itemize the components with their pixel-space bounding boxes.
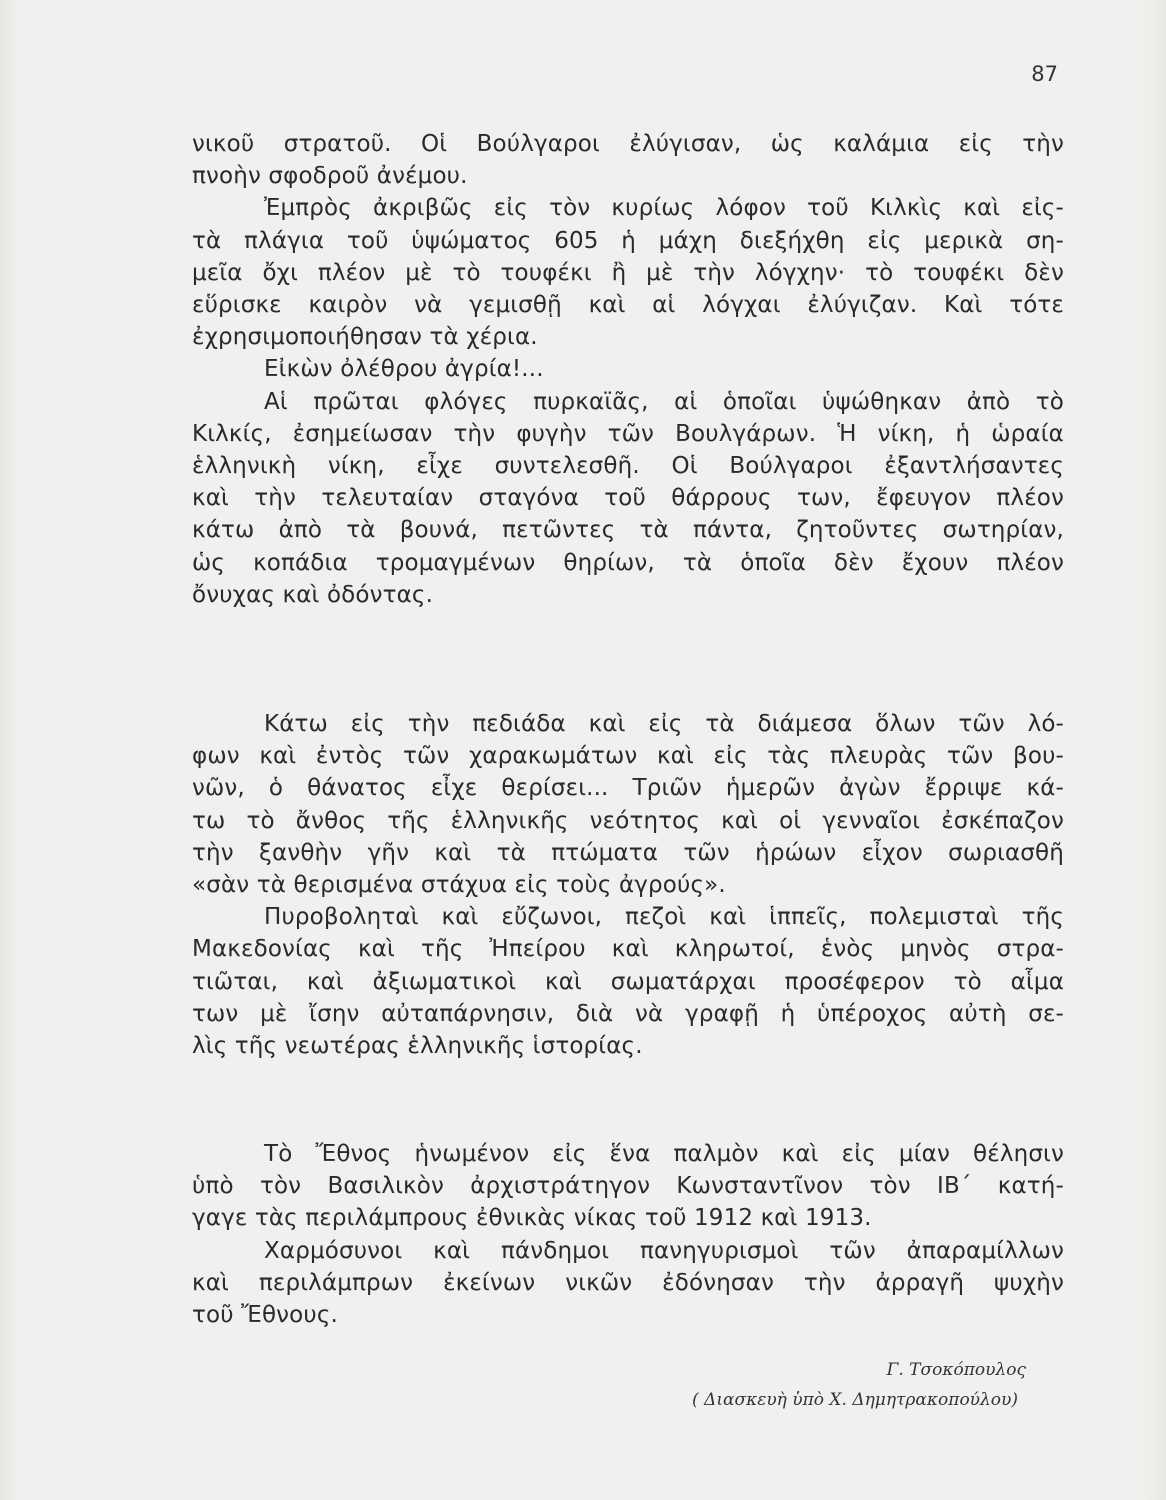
text-line: εὕρισκε καιρὸν νὰ γεμισθῇ καὶ αἱ λόγχαι ἐλύγιζαν. Καὶ τότε: [192, 292, 1064, 319]
text-line: Τὸ Ἔθνος ἡνωμένον εἰς ἕνα παλμὸν καὶ εἰς μίαν θέλησιν: [264, 1141, 1064, 1167]
text-line: ἐχρησιμοποιήθησαν τὰ χέρια.: [192, 324, 538, 351]
text-section-battle: [192, 128, 1064, 611]
text-line: καὶ περιλάμπρων ἐκείνων νικῶν ἐδόνησαν τὴν ἀρραγῆ ψυχὴν: [192, 1269, 1064, 1296]
text-line: Χαρμόσυνοι καὶ πάνδημοι πανηγυρισμοὶ τῶν ἀπαραμίλλων: [264, 1237, 1064, 1264]
text-line: Αἱ πρῶται φλόγες πυρκαϊᾶς, αἱ ὁποῖαι ὑψώθηκαν ἀπὸ τὸ: [264, 388, 1064, 415]
signature-adaptation: ( Διασκευὴ ὑπὸ Χ. Δημητρακοπούλου): [692, 1390, 1018, 1410]
text-line: φων καὶ ἐντὸς τῶν χαρακωμάτων καὶ εἰς τὰς πλευρὰς τῶν βου-: [192, 743, 1064, 770]
text-line: τὴν ξανθὴν γῆν καὶ τὰ πτώματα τῶν ἡρώων εἶχον σωριασθῆ: [192, 839, 1064, 866]
text-line: τιῶται, καὶ ἀξιωματικοὶ καὶ σωματάρχαι προσέφερον τὸ αἷμα: [192, 968, 1064, 995]
text-line: Πυροβοληταὶ καὶ εὔζωνοι, πεζοὶ καὶ ἱππεῖς, πολεμισταὶ τῆς: [264, 904, 1064, 931]
text-line: Κάτω εἰς τὴν πεδιάδα καὶ εἰς τὰ διάμεσα ὅλων τῶν λό-: [264, 711, 1064, 737]
text-line: μεῖα ὄχι πλέον μὲ τὸ τουφέκι ἢ μὲ τὴν λόγχην· τὸ τουφέκι δὲν: [192, 259, 1064, 286]
text-line: νῶν, ὁ θάνατος εἶχε θερίσει... Τριῶν ἡμερῶν ἀγὼν ἔρριψε κά-: [192, 775, 1064, 802]
text-line: καὶ τὴν τελευταίαν σταγόνα τοῦ θάρρους των, ἔφευγον πλέον: [192, 485, 1064, 512]
text-line: «σὰν τὰ θερισμένα στάχυα εἰς τοὺς ἀγρούς».: [192, 872, 726, 899]
text-line: Μακεδονίας καὶ τῆς Ἠπείρου καὶ κληρωτοί, ἑνὸς μηνὸς στρα-: [192, 936, 1064, 963]
text-line: των μὲ ἴσην αὐταπάρνησιν, διὰ νὰ γραφῇ ἡ ὑπέροχος αὐτὴ σε-: [192, 1000, 1064, 1027]
text-line: Κιλκίς, ἐσημείωσαν τὴν φυγὴν τῶν Βουλγάρων. Ἡ νίκη, ἡ ὡραία: [192, 420, 1064, 447]
text-line: τὰ πλάγια τοῦ ὑψώματος 605 ἡ μάχη διεξήχθη εἰς μερικὰ ση-: [192, 227, 1064, 254]
text-line: κάτω ἀπὸ τὰ βουνά, πετῶντες τὰ πάντα, ζητοῦντες σωτηρίαν,: [192, 517, 1064, 544]
text-line: τω τὸ ἄνθος τῆς ἑλληνικῆς νεότητος καὶ οἱ γενναῖοι ἐσκέπαζον: [192, 807, 1064, 834]
text-line: λὶς τῆς νεωτέρας ἑλληνικῆς ἱστορίας.: [192, 1033, 643, 1060]
text-line: τοῦ Ἔθνους.: [192, 1302, 338, 1329]
text-line: ὄνυχας καὶ ὀδόντας.: [192, 581, 434, 608]
text-line: ἑλληνικὴ νίκη, εἶχε συντελεσθῆ. Οἱ Βούλγαροι ἐξαντλήσαντες: [192, 453, 1064, 480]
text-section-aftermath: [192, 708, 1064, 1062]
page-number: 87: [1031, 62, 1058, 86]
text-section-victory: [192, 1138, 1064, 1331]
text-line: ὑπὸ τὸν Βασιλικὸν ἀρχιστράτηγον Κωνσταντῖνον τὸν ΙΒ΄ κατή-: [192, 1173, 1064, 1200]
text-line: Ἐμπρὸς ἀκριβῶς εἰς τὸν κυρίως λόφον τοῦ Κιλκὶς καὶ εἰς-: [264, 195, 1064, 222]
text-line: ὡς κοπάδια τρομαγμένων θηρίων, τὰ ὁποῖα δὲν ἔχουν πλέον: [192, 549, 1064, 576]
text-line: γαγε τὰς περιλάμπρους ἐθνικὰς νίκας τοῦ 1912 καὶ 1913.: [192, 1205, 872, 1232]
signature-author: Γ. Τσοκόπουλος: [886, 1360, 1026, 1380]
text-line: πνοὴν σφοδροῦ ἀνέμου.: [192, 163, 468, 190]
text-line: Εἰκὼν ὀλέθρου ἀγρία!...: [264, 356, 544, 383]
text-line: νικοῦ στρατοῦ. Οἱ Βούλγαροι ἐλύγισαν, ὡς καλάμια εἰς τὴν: [192, 131, 1064, 157]
